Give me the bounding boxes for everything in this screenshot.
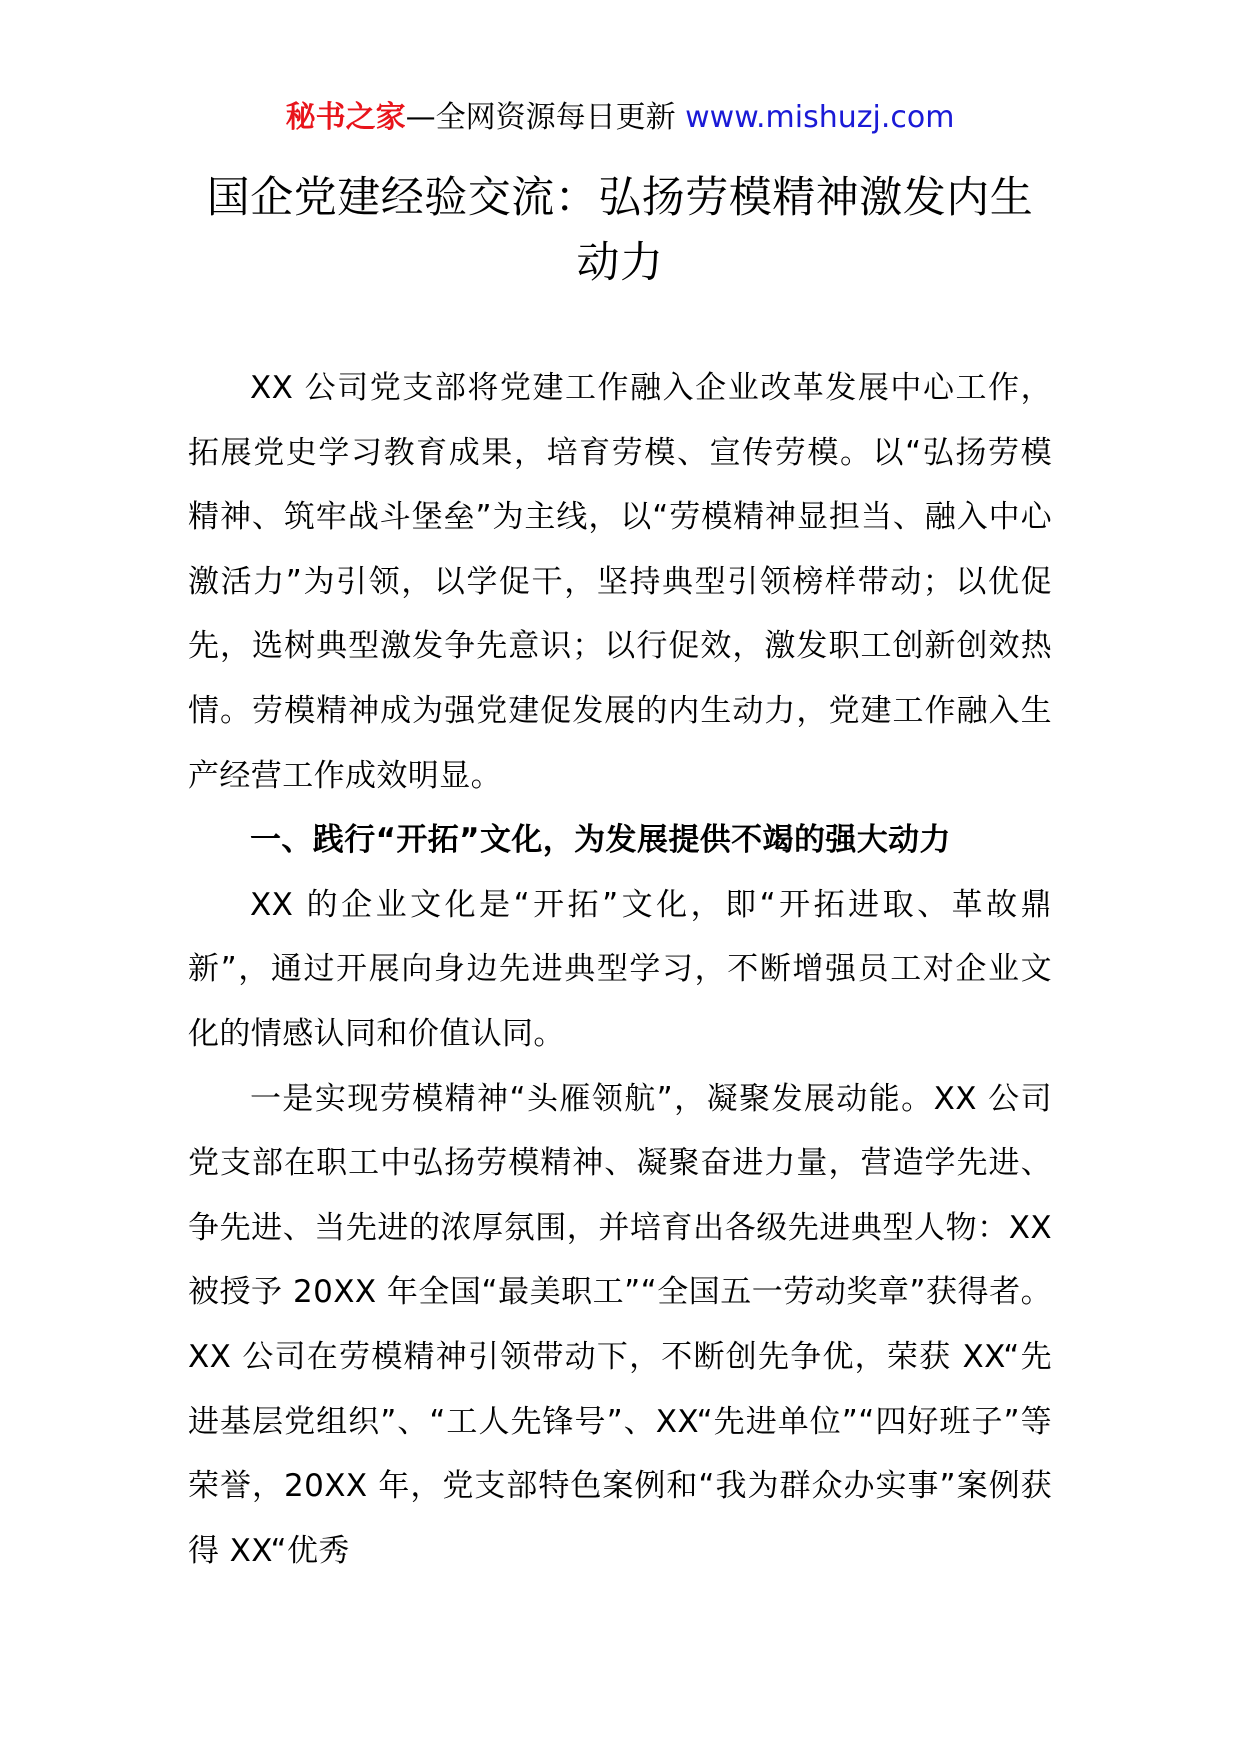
section-1-paragraph: XX 的企业文化是“开拓”文化，即“开拓进取、革故鼎新”，通过开展向身边先进典型学习，不断增强员工对企业文化的情感认同和价值认同。 — [188, 886, 1052, 1052]
website-link[interactable]: www.mishuzj.com — [685, 100, 955, 135]
section-heading-1: 一、践行“开拓”文化，为发展提供不竭的强大动力 — [250, 822, 951, 859]
intro-paragraph: XX 公司党支部将党建工作融入企业改革发展中心工作，拓展党史学习教育成果，培育劳模、宣传劳模。以“弘扬劳模精神、筑牢战斗堡垒”为主线，以“劳模精神显担当、融入中心激活力”为引领，以学促干，坚持典型引领榜样带动；以优促先，选树典型激发争先意识；以行促效，激发职工创新创效热情。劳模精神成为强党建促发展的内生动力，党建工作融入生产经营工作成效明显。 — [188, 370, 1052, 794]
document-title: 国企党建经验交流：弘扬劳模精神激发内生动力 — [206, 173, 1034, 288]
watermark-header — [0, 98, 1240, 138]
document-body — [188, 356, 1052, 1583]
header-slogan: —全网资源每日更新 — [405, 100, 686, 135]
point-1-paragraph: 一是实现劳模精神“头雁领航”，凝聚发展动能。XX 公司党支部在职工中弘扬劳模精神、凝聚奋进力量，营造学先进、争先进、当先进的浓厚氛围，并培育出各级先进典型人物：XX 被授予 20XX 年全国“最美职工”“全国五一劳动奖章”获得者。XX 公司在劳模精神引领带动下，不断创先争优，荣获 XX“先进基层党组织”、“工人先锋号”、XX“先进单位”“四好班子”等荣誉，20XX 年，党支部特色案例和“我为群众办实事”案例获得 XX“优秀 — [188, 1080, 1052, 1569]
brand-name: 秘书之家 — [285, 100, 406, 135]
